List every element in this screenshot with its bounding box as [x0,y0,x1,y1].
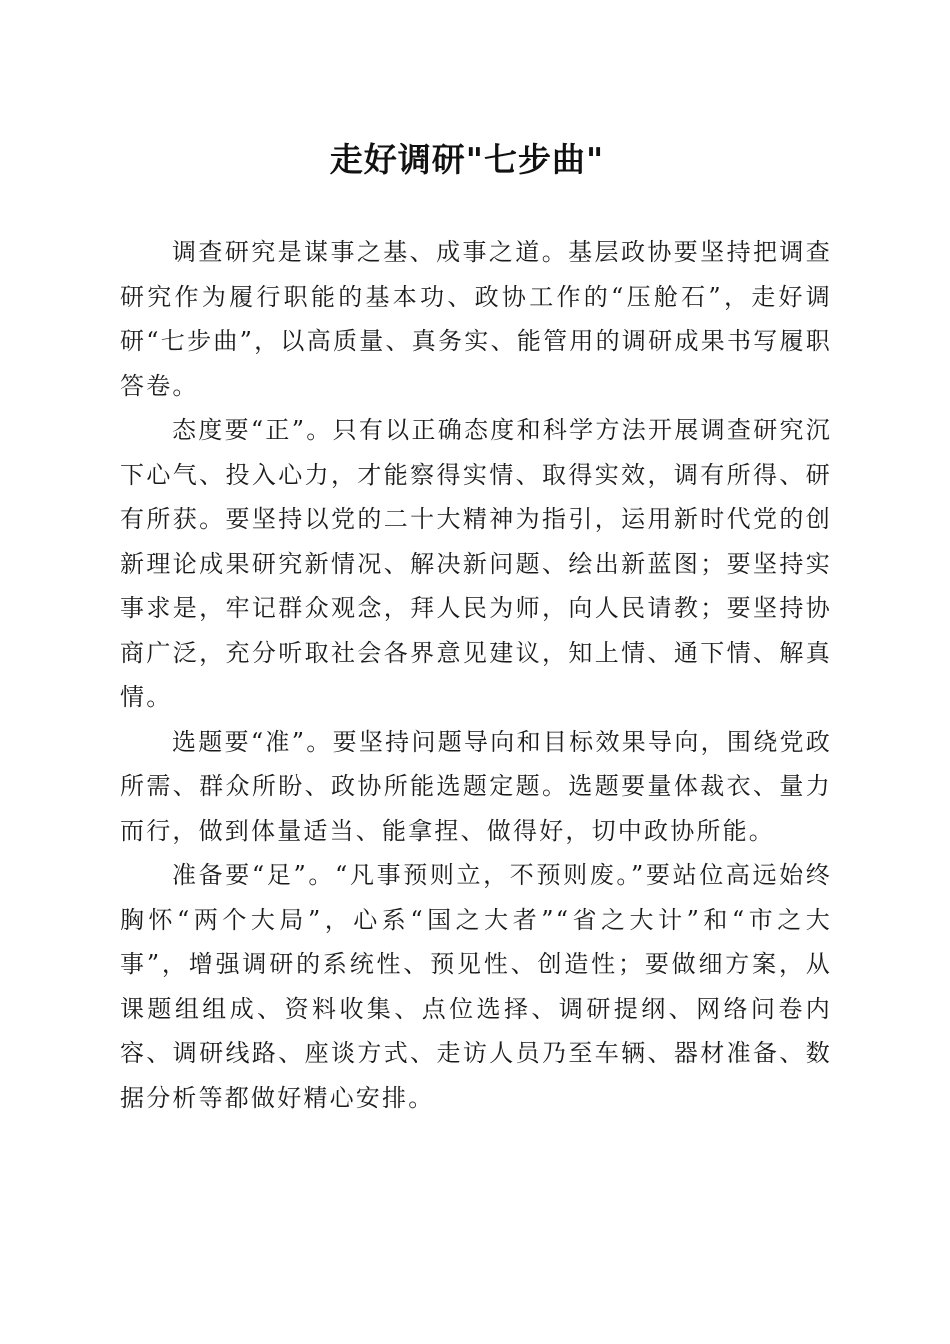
paragraph-attitude: 态度要“正”。只有以正确态度和科学方法开展调查研究沉下心气、投入心力，才能察得实情、取得实效，调有所得、研有所获。要坚持以党的二十大精神为指引，运用新时代党的创新理论成果研究新情况、解决新问题、绘出新蓝图；要坚持实事求是，牢记群众观念，拜人民为师，向人民请教；要坚持协商广泛，充分听取社会各界意见建议，知上情、通下情、解真情。 [120,416,832,711]
paragraph-intro: 调查研究是谋事之基、成事之道。基层政协要坚持把调查研究作为履行职能的基本功、政协工作的“压舱石”，走好调研“七步曲”，以高质量、真务实、能管用的调研成果书写履职答卷。 [120,238,832,400]
paragraph-topic-selection: 选题要“准”。要坚持问题导向和目标效果导向，围绕党政所需、群众所盼、政协所能选题定题。选题要量体裁衣、量力而行，做到体量适当、能拿捏、做得好，切中政协所能。 [120,727,832,845]
document-body [120,230,832,1120]
paragraph-preparation: 准备要“足”。“凡事预则立，不预则废。”要站位高远始终胸怀“两个大局”，心系“国之大者”“省之大计”和“市之大事”，增强调研的系统性、预见性、创造性；要做细方案，从课题组组成、资料收集、点位选择、调研提纲、网络问卷内容、调研线路、座谈方式、走访人员乃至车辆、器材准备、数据分析等都做好精心安排。 [120,861,832,1112]
document-title: 走好调研"七步曲" [329,140,605,179]
